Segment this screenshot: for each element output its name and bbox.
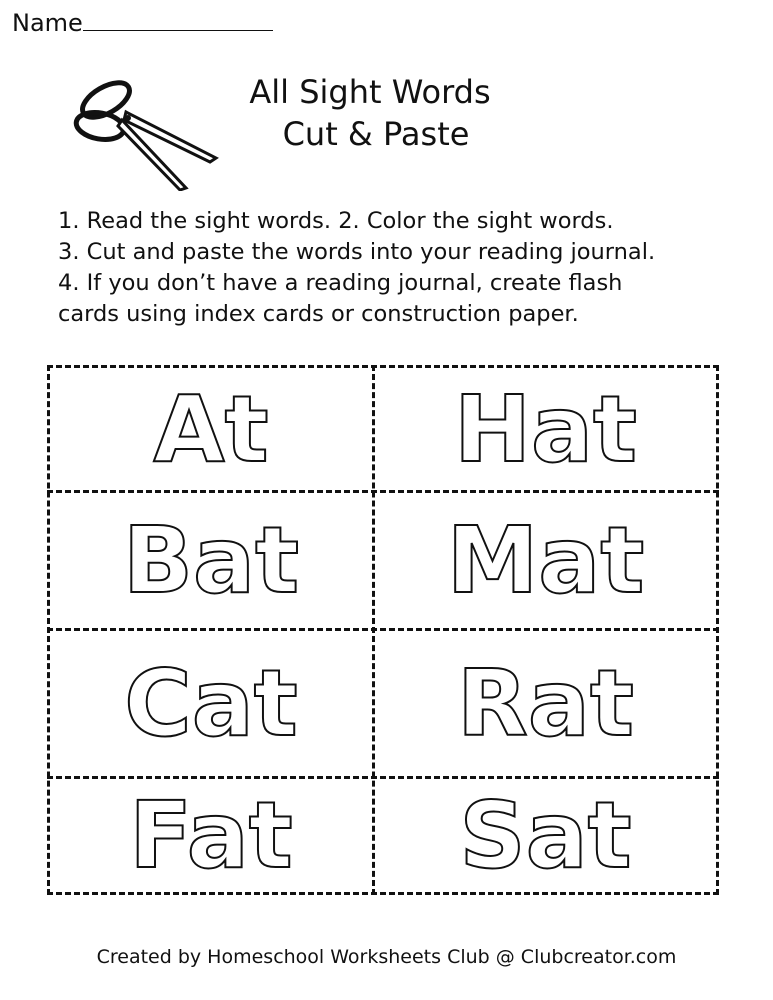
word-card[interactable]: [375, 779, 716, 892]
sight-word: Bat: [122, 507, 300, 614]
footer-credit: Created by Homeschool Worksheets Club @ Clubcreator.com: [96, 946, 677, 968]
name-blank-line[interactable]: [83, 8, 273, 31]
sight-word: Hat: [453, 375, 638, 483]
word-card[interactable]: [375, 368, 716, 490]
word-card[interactable]: [50, 631, 372, 776]
sight-word: At: [153, 375, 269, 483]
page-title-line-1: All Sight Words: [249, 73, 491, 111]
instruction-line: 1. Read the sight words. 2. Color the sight words.: [58, 208, 614, 234]
sight-word: Rat: [457, 650, 634, 757]
word-card[interactable]: [375, 631, 716, 776]
word-card[interactable]: [50, 779, 372, 892]
instructions: [58, 206, 758, 330]
name-field: [12, 8, 273, 38]
word-card[interactable]: [50, 493, 372, 628]
sight-word: Fat: [129, 782, 293, 889]
name-label: Name: [12, 9, 83, 37]
instruction-line: cards using index cards or construction paper.: [58, 301, 579, 327]
word-card[interactable]: [375, 493, 716, 628]
page-title-line-2: Cut & Paste: [282, 115, 470, 153]
sight-word: Cat: [124, 650, 298, 757]
word-card[interactable]: [50, 368, 372, 490]
instruction-line: 3. Cut and paste the words into your reading journal.: [58, 239, 656, 265]
instruction-line: 4. If you don’t have a reading journal, create flash: [58, 270, 623, 296]
sight-word: Sat: [459, 782, 632, 889]
sight-word: Mat: [446, 507, 645, 614]
